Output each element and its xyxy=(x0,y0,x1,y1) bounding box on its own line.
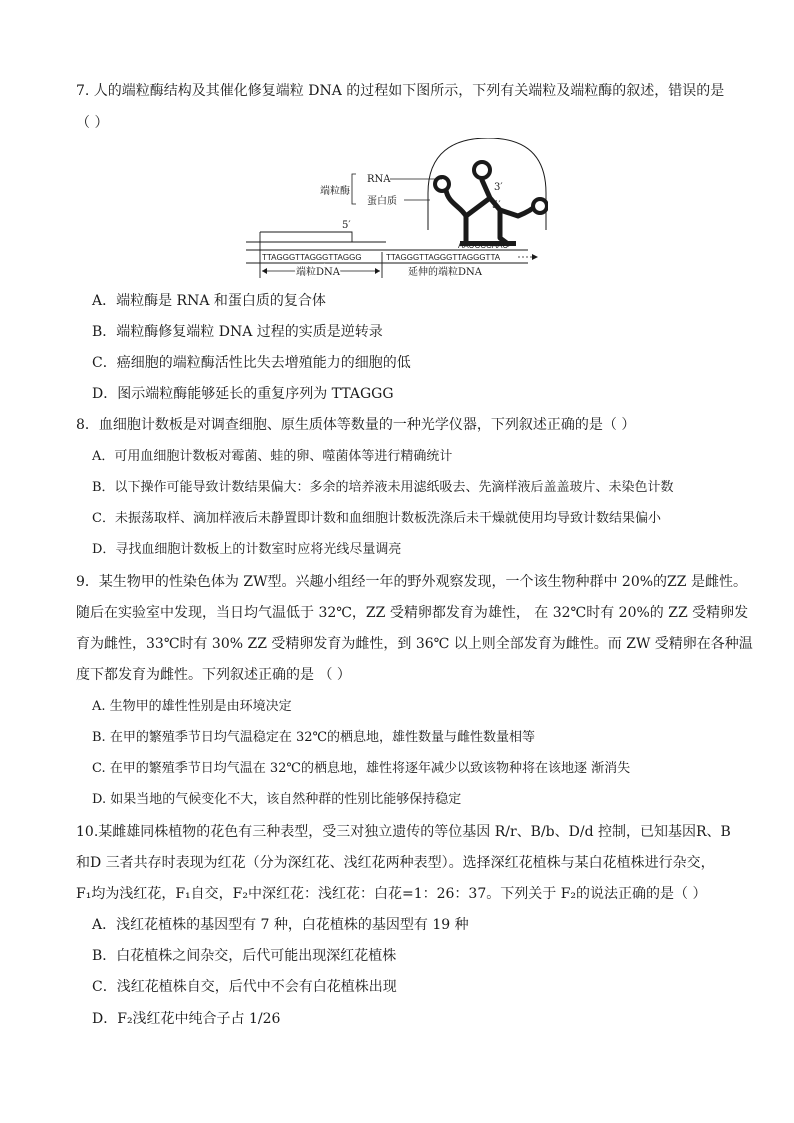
q10-stem-line-3: F₁均为浅红花，F₁自交，F₂中深红花：浅红花：白花=1：26：37。下列关于 F₂的说法正确的是（ ） xyxy=(76,886,707,902)
telomere-span-left-head xyxy=(262,268,267,274)
enzyme-bracket xyxy=(352,174,356,204)
rna-loop-right xyxy=(533,199,547,213)
extended-sequence: TTAGGGTTAGGGTTAGGGTTA xyxy=(386,253,501,262)
q10-option-c: C．浅红花植株自交，后代中不会有白花植株出现 xyxy=(92,979,397,995)
q9-option-d: D. 如果当地的气候变化不大，该自然种群的性别比能够保持稳定 xyxy=(92,792,462,807)
protein-label: 蛋白质 xyxy=(367,196,397,207)
rna-label: RNA xyxy=(367,174,391,185)
q10-stem-line-2: 和D 三者共存时表现为红花（分为深红花、浅红花两种表型）。选择深红花植株与某白花植株进行杂交， xyxy=(76,855,715,871)
q8-option-b: B．以下操作可能导致计数结果偏大：多余的培养液未用滤纸吸去、先滴样液后盖盖玻片、未染色计数 xyxy=(92,480,674,495)
q8-option-d: D．寻找血细胞计数板上的计数室时应将光线尽量调亮 xyxy=(92,542,402,557)
template-sequence: AAUCCCAAU xyxy=(458,241,509,250)
rna-3prime-label: 3′ xyxy=(494,182,503,193)
q9-option-b: B. 在甲的繁殖季节日均气温稳定在 32℃的栖息地，雄性数量与雌性数量相等 xyxy=(92,730,536,745)
q7-option-b: B．端粒酶修复端粒 DNA 过程的实质是逆转录 xyxy=(92,324,383,340)
q10-option-d: D．F₂浅红花中纯合子占 1/26 xyxy=(92,1011,281,1027)
q8-stem: 8．血细胞计数板是对调查细胞、原生质体等数量的一种光学仪器，下列叙述正确的是（ ） xyxy=(76,417,636,433)
enzyme-label: 端粒酶 xyxy=(320,186,350,197)
rna-loop-top xyxy=(474,162,490,178)
telomere-label: 端粒DNA xyxy=(296,267,340,278)
dna-top-strand xyxy=(260,232,352,242)
q9-stem-line-4: 度下都发育为雌性。下列叙述正确的是 （ ） xyxy=(76,667,351,683)
q7-option-d: D．图示端粒酶能够延长的重复序列为 TTAGGG xyxy=(92,386,394,402)
q9-stem-line-2: 随后在实验室中发现，当日均气温低于 32℃，ZZ 受精卵都发育为雄性， 在 32℃时有 20%的 ZZ 受精卵发 xyxy=(76,605,749,621)
q9-option-a: A. 生物甲的雄性性别是由环境决定 xyxy=(92,699,292,714)
q8-option-a: A．可用血细胞计数板对霉菌、蛙的卵、噬菌体等进行精确统计 xyxy=(92,449,453,464)
q7-answer-paren: （ ） xyxy=(76,115,109,131)
q7-stem: 7. 人的端粒酶结构及其催化修复端粒 DNA 的过程如下图所示，下列有关端粒及端粒酶的叙述，错误的是 xyxy=(76,83,725,99)
extended-label: 延伸的端粒DNA xyxy=(408,267,482,278)
extension-arrowhead xyxy=(532,254,538,260)
q9-option-c: C. 在甲的繁殖季节日均气温在 32℃的栖息地，雄性将逐年减少以致该物种将在该地逐 渐消失 xyxy=(92,761,631,776)
q9-stem-line-3: 育为雌性，33℃时有 30% ZZ 受精卵发育为雌性，到 36℃ 以上则全部发育为雌性。而 ZW 受精卵在各种温 xyxy=(76,636,753,652)
q8-option-c: C．未振荡取样、滴加样液后未静置即计数和血细胞计数板洗涤后未干燥就使用均导致计数结果偏小 xyxy=(92,511,661,526)
rna-5prime-label: 5′ xyxy=(492,200,501,211)
telomere-span-right-head xyxy=(375,268,380,274)
q10-option-b: B．白花植株之间杂交，后代可能出现深红花植株 xyxy=(92,948,397,964)
q10-stem-line-1: 10.某雌雄同株植物的花色有三种表型，受三对独立遗传的等位基因 R/r、B/b、D/d 控制，已知基因R、B xyxy=(76,824,731,840)
q10-option-a: A．浅红花植株的基因型有 7 种，白花植株的基因型有 19 种 xyxy=(92,917,469,933)
telomere-sequence: TTAGGGTTAGGGTTAGGG xyxy=(262,253,362,262)
q7-option-c: C．癌细胞的端粒酶活性比失去增殖能力的细胞的低 xyxy=(92,355,411,371)
rna-backbone xyxy=(446,180,538,244)
q7-option-a: A．端粒酶是 RNA 和蛋白质的复合体 xyxy=(92,293,326,309)
dna-5prime-label: 5′ xyxy=(342,220,351,231)
telomerase-diagram xyxy=(238,138,548,280)
q9-stem-line-1: 9．某生物甲的性染色体为 ZW型。兴趣小组经一年的野外观察发现，一个该生物种群中 20%的ZZ 是雌性。 xyxy=(76,574,747,590)
